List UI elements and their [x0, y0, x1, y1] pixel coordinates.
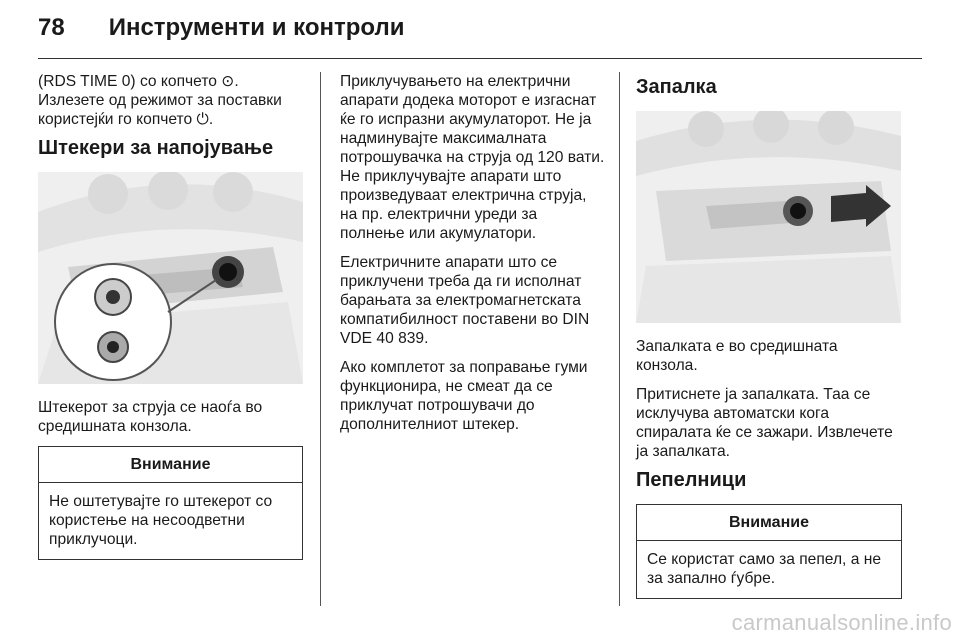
warning-box-sockets — [38, 446, 303, 560]
warning-box-ashtrays — [636, 504, 902, 599]
paragraph-2: Електричните апарати што се приклучени треба да ги исполнат барањата за електромагнетската компатибилност поставени во DIN VDE 40 839. — [340, 254, 590, 347]
lighter-text-2: Притиснете ја запалката. Таа се исклучува автоматски кога спиралата ќе се зажари. Извлечете ја запалката. — [636, 386, 893, 460]
lighter-image — [636, 111, 901, 323]
warning-title: Внимание — [637, 505, 901, 541]
warning-text: Се користат само за пепел, а не за запално ѓубре. — [647, 551, 882, 587]
section-heading-ashtrays: Пепелници — [636, 469, 747, 491]
paragraph-1: Приклучувањето на електрични апарати додека моторот е изгаснат ќе го испразни акумулаторот. Не ја надминувајте максималната потрошувачка на струја од 120 вати. Не приклучувајте апарати што произведуваат електрична струја, на пр. електрични уреди за полнење или акумулатори. — [340, 73, 605, 242]
warning-title: Внимание — [39, 447, 302, 483]
section-heading-lighter: Запалка — [636, 76, 717, 98]
column-divider-1 — [320, 72, 321, 606]
cigarette-lighter-illustration — [636, 111, 901, 323]
column-2 — [340, 72, 606, 444]
warning-text: Не оштетувајте го штекерот со користење на несоодветни приклучоци. — [49, 493, 273, 548]
power-socket-image — [38, 172, 303, 384]
section-heading-power-sockets: Штекери за напојување — [38, 137, 274, 159]
column-3 — [636, 72, 902, 599]
page-number: 78 — [38, 14, 65, 41]
page-header — [38, 14, 404, 42]
power-socket-caption: Штекерот за струја се наоѓа во средишната конзола. — [38, 399, 263, 435]
page-title: Инструменти и контроли — [108, 14, 405, 41]
column-1 — [38, 72, 303, 560]
power-socket-illustration — [38, 172, 303, 384]
header-divider — [38, 58, 922, 59]
lighter-text-1: Запалката е во средишната конзола. — [636, 338, 838, 374]
intro-text: (RDS TIME 0) со копчето ⊙. Излезете од режимот за поставки користејќи го копчето ⏻. — [38, 73, 282, 128]
watermark: carmanualsonline.info — [731, 610, 952, 635]
column-divider-2 — [619, 72, 620, 606]
paragraph-3: Ако комплетот за поправање гуми функционира, не смеат да се приклучат потрошувачи до дополнителниот штекер. — [340, 359, 588, 433]
